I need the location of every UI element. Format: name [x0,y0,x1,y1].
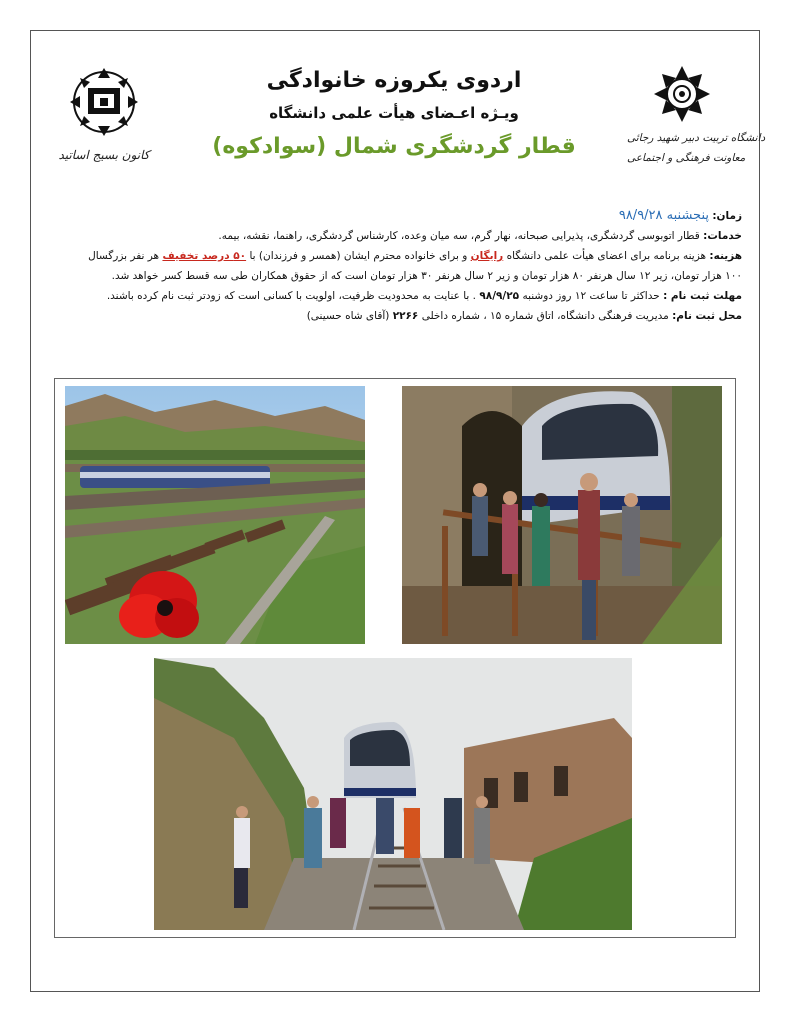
cost-detail: ۱۰۰ هزار تومان، زیر ۱۲ سال هرنفر ۸۰ هزار تومان و زیر ۲ سال هرنفر ۳۰ هزار تومان است که از حقوق همکاران طی سه قسط کسر خواهد شد. [111,270,742,282]
university-logo [627,64,766,179]
university-caption-2: معاونت فرهنگی و اجتماعی [627,152,746,164]
title-block [184,66,604,162]
trip-name: قطار گردشگری شمال (سوادکوه) [212,134,576,159]
page-subtitle: ویـژه اعـضای هیأت علمی دانشگاه [269,104,519,122]
deadline-line [50,286,742,306]
header [44,58,766,188]
place-label: محل ثبت نام: [672,310,742,322]
train-front [344,722,416,798]
time-value: پنجشنبه ۹۸/۹/۲۸ [618,208,709,223]
photo-valley-train [65,386,365,644]
time-label: زمان: [712,210,742,222]
info-section [50,206,742,326]
basij-logo [54,64,154,174]
basij-emblem-icon [54,64,154,144]
time-line [50,206,742,226]
page-title: اردوی یکروزه خانوادگی [266,68,522,93]
valley-train-image [65,386,365,644]
cost-discount: ۵۰ درصد تخفیف [162,250,247,262]
photo-railway-group [154,658,632,930]
university-emblem-icon [627,64,737,130]
cost-free: رایگان [470,250,504,262]
photo-bridge-train [402,386,722,644]
deadline-date: ۹۸/۹/۲۵ [479,290,520,302]
university-caption-1: دانشگاه تربیت دبیر شهید رجائی [627,132,766,144]
cost-text-2: و برای خانواده محترم ایشان (همسر و فرزندان) با [249,250,468,262]
cost-text-3: هر نفر بزرگسال [88,250,160,262]
place-ext: ۲۲۶۶ [392,310,419,322]
cost-line-2 [50,266,742,286]
services-label: خدمات: [703,230,742,242]
services-line [50,226,742,246]
deadline-text-2: . با عنایت به محدودیت ظرفیت، اولویت با کسانی است که زودتر ثبت نام کرده باشند. [106,290,477,302]
railway-group-image [154,658,632,930]
services-value: قطار اتوبوسی گردشگری، پذیرایی صبحانه، نهار گرم، سه میان وعده، کارشناس گردشگری، راهنما، نقشه، بیمه. [218,230,700,242]
deadline-text-1: حداکثر تا ساعت ۱۲ روز دوشنبه [522,290,660,302]
place-text-2: (آقای شاه حسینی) [306,310,390,322]
place-line [50,306,742,326]
cost-text-1: هزینه برنامه برای اعضای هیأت علمی دانشگاه [506,250,707,262]
deadline-label: مهلت ثبت نام : [663,290,742,302]
cost-line [50,246,742,266]
place-text-1: مدیریت فرهنگی دانشگاه، اتاق شماره ۱۵ ، شماره داخلی [421,310,669,322]
basij-caption: کانون بسیج اساتید [58,148,150,162]
bridge-train-image [402,386,722,644]
cost-label: هزینه: [709,250,742,262]
